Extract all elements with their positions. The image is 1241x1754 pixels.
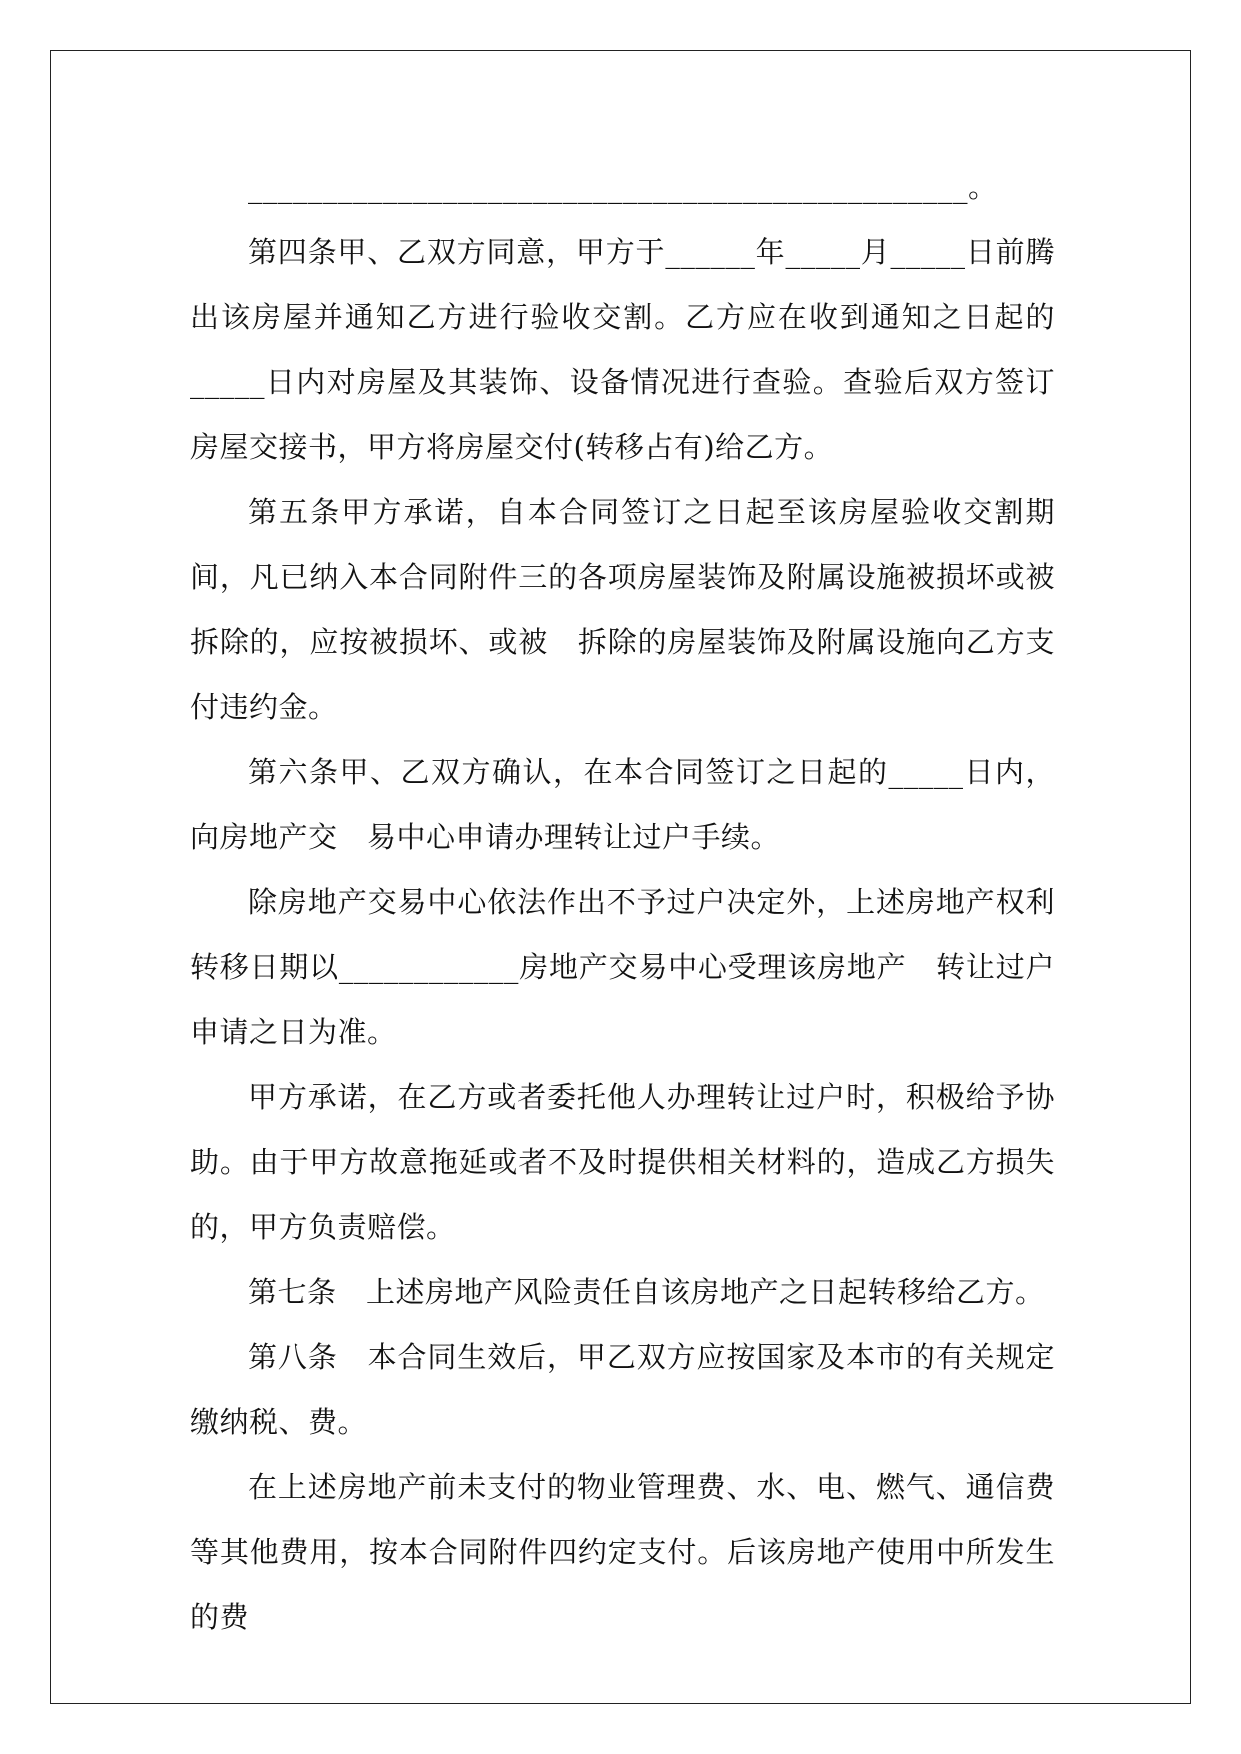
paragraph-transfer-date: 除房地产交易中心依法作出不予过户决定外，上述房地产权利转移日期以____________房地产交易中心受理该房地产 转让过户申请之日为准。 [190, 885, 1055, 1049]
paragraph-assistance: 甲方承诺，在乙方或者委托他人办理转让过户时，积极给予协助。由于甲方故意拖延或者不及时提供相关材料的，造成乙方损失的，甲方负责赔偿。 [190, 1080, 1055, 1244]
document-body [190, 155, 1055, 1650]
paragraph-article-8: 第八条 本合同生效后，甲乙双方应按国家及本市的有关规定缴纳税、费。 [190, 1340, 1055, 1439]
paragraph-article-4: 第四条甲、乙双方同意，甲方于______年_____月_____日前腾出该房屋并通知乙方进行验收交割。乙方应在收到通知之日起的_____日内对房屋及其装饰、设备情况进行查验。查验后双方签订房屋交接书，甲方将房屋交付(转移占有)给乙方。 [190, 235, 1055, 464]
paragraph-article-6: 第六条甲、乙双方确认，在本合同签订之日起的_____日内，向房地产交 易中心申请办理转让过户手续。 [190, 755, 1055, 854]
paragraph-article-5: 第五条甲方承诺，自本合同签订之日起至该房屋验收交割期间，凡已纳入本合同附件三的各项房屋装饰及附属设施被损坏或被拆除的，应按被损坏、或被 拆除的房屋装饰及附属设施向乙方支付违约金。 [190, 495, 1055, 724]
paragraph-article-7: 第七条 上述房地产风险责任自该房地产之日起转移给乙方。 [248, 1275, 1045, 1309]
paragraph-blank-line: ________________________________________________。 [248, 170, 998, 204]
paragraph-fees: 在上述房地产前未支付的物业管理费、水、电、燃气、通信费等其他费用，按本合同附件四约定支付。后该房地产使用中所发生的费 [190, 1470, 1055, 1634]
